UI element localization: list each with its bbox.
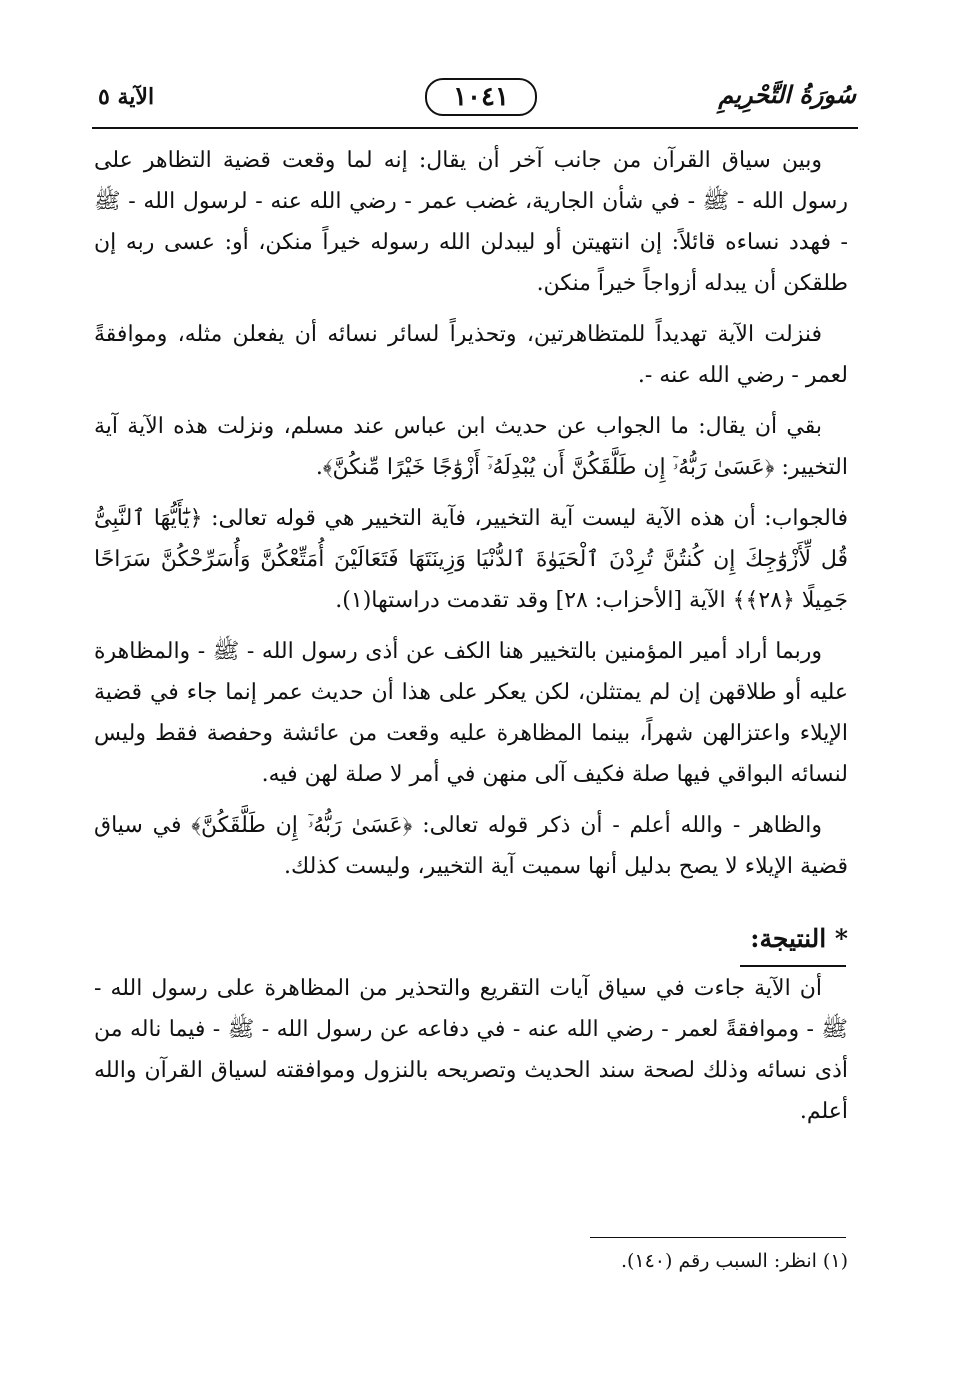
paragraph: بقي أن يقال: ما الجواب عن حديث ابن عباس عند مسلم، ونزلت هذه الآية آية التخيير: ﴿عَسَىٰ رَبُّهُۥٓ إِن طَلَّقَكُنَّ أَن يُبْدِلَهُۥٓ أَزْوَٰجًا خَيْرًا مِّنكُنَّ﴾. <box>94 414 848 480</box>
header-divider <box>92 127 858 129</box>
result-paragraph: أن الآية جاءت في سياق آيات التقريع والتحذير من المظاهرة على رسول الله - ﷺ - وموافقةً لعمر - رضي الله عنه - في دفاعه عن رسول الله - ﷺ - فيما ناله من أذى نسائه وذلك لصحة سند الحديث وتصريحه بالنزول وموافقته لسياق القرآن والله أعلم. <box>94 976 848 1124</box>
paragraph: وبين سياق القرآن من جانب آخر أن يقال: إنه لما وقعت قضية التظاهر على رسول الله - ﷺ - في شأن الجارية، غضب عمر - رضي الله عنه - لرسول الله - ﷺ - فهدد نساءه قائلاً: إن انتهيتن أو ليبدلن الله رسوله خيراً منكن، أو: عسى ربه إن طلقكن أن يبدله أزواجاً خيراً منكن. <box>94 148 848 296</box>
result-section <box>94 968 848 1132</box>
page-number: ١٠٤١ <box>425 78 537 116</box>
footnote-divider <box>590 1237 846 1238</box>
surah-title: سُورَةُ التَّحْرِيمِ <box>718 80 856 109</box>
verse-label: الآية ٥ <box>98 84 155 110</box>
heading-underline <box>740 965 846 967</box>
footnote: (١) انظر: السبب رقم (١٤٠). <box>620 1250 848 1272</box>
paragraph: والظاهر - والله أعلم - أن ذكر قوله تعالى: ﴿عَسَىٰ رَبُّهُۥٓ إِن طَلَّقَكُنَّ﴾ في سياق قضية الإيلاء لا يصح بدليل أنها سميت آية التخيير، وليست كذلك. <box>94 813 848 879</box>
page-header <box>92 78 860 120</box>
result-heading: * النتيجة: <box>750 924 848 953</box>
main-text <box>94 140 848 897</box>
paragraph: وربما أراد أمير المؤمنين بالتخيير هنا الكف عن أذى رسول الله - ﷺ - والمظاهرة عليه أو طلاقهن إن لم يمتثلن، لكن يعكر على هذا أن حديث عمر إنما جاء في قضية الإيلاء واعتزالهن شهراً، بينما المظاهرة عليه وقعت من عائشة وحفصة فقط وليس لنسائه البواقي فيها صلة فكيف آلى منهن في أمر لا صلة لهن فيه. <box>94 639 848 787</box>
paragraph: فالجواب: أن هذه الآية ليست آية التخيير، فآية التخيير هي قوله تعالى: ﴿يَٰٓأَيُّهَا ٱلنَّبِىُّ قُل لِّأَزْوَٰجِكَ إِن كُنتُنَّ تُرِدْنَ ٱلْحَيَوٰةَ ٱلدُّنْيَا وَزِينَتَهَا فَتَعَالَيْنَ أُمَتِّعْكُنَّ وَأُسَرِّحْكُنَّ سَرَاحًا جَمِيلًا ﴿٢٨﴾﴾ الآية [الأحزاب: ٢٨] وقد تقدمت دراستها(١). <box>94 506 848 613</box>
paragraph: فنزلت الآية تهديداً للمتظاهرتين، وتحذيراً لسائر نسائه أن يفعلن مثله، وموافقةً لعمر - رضي الله عنه -. <box>94 322 848 388</box>
